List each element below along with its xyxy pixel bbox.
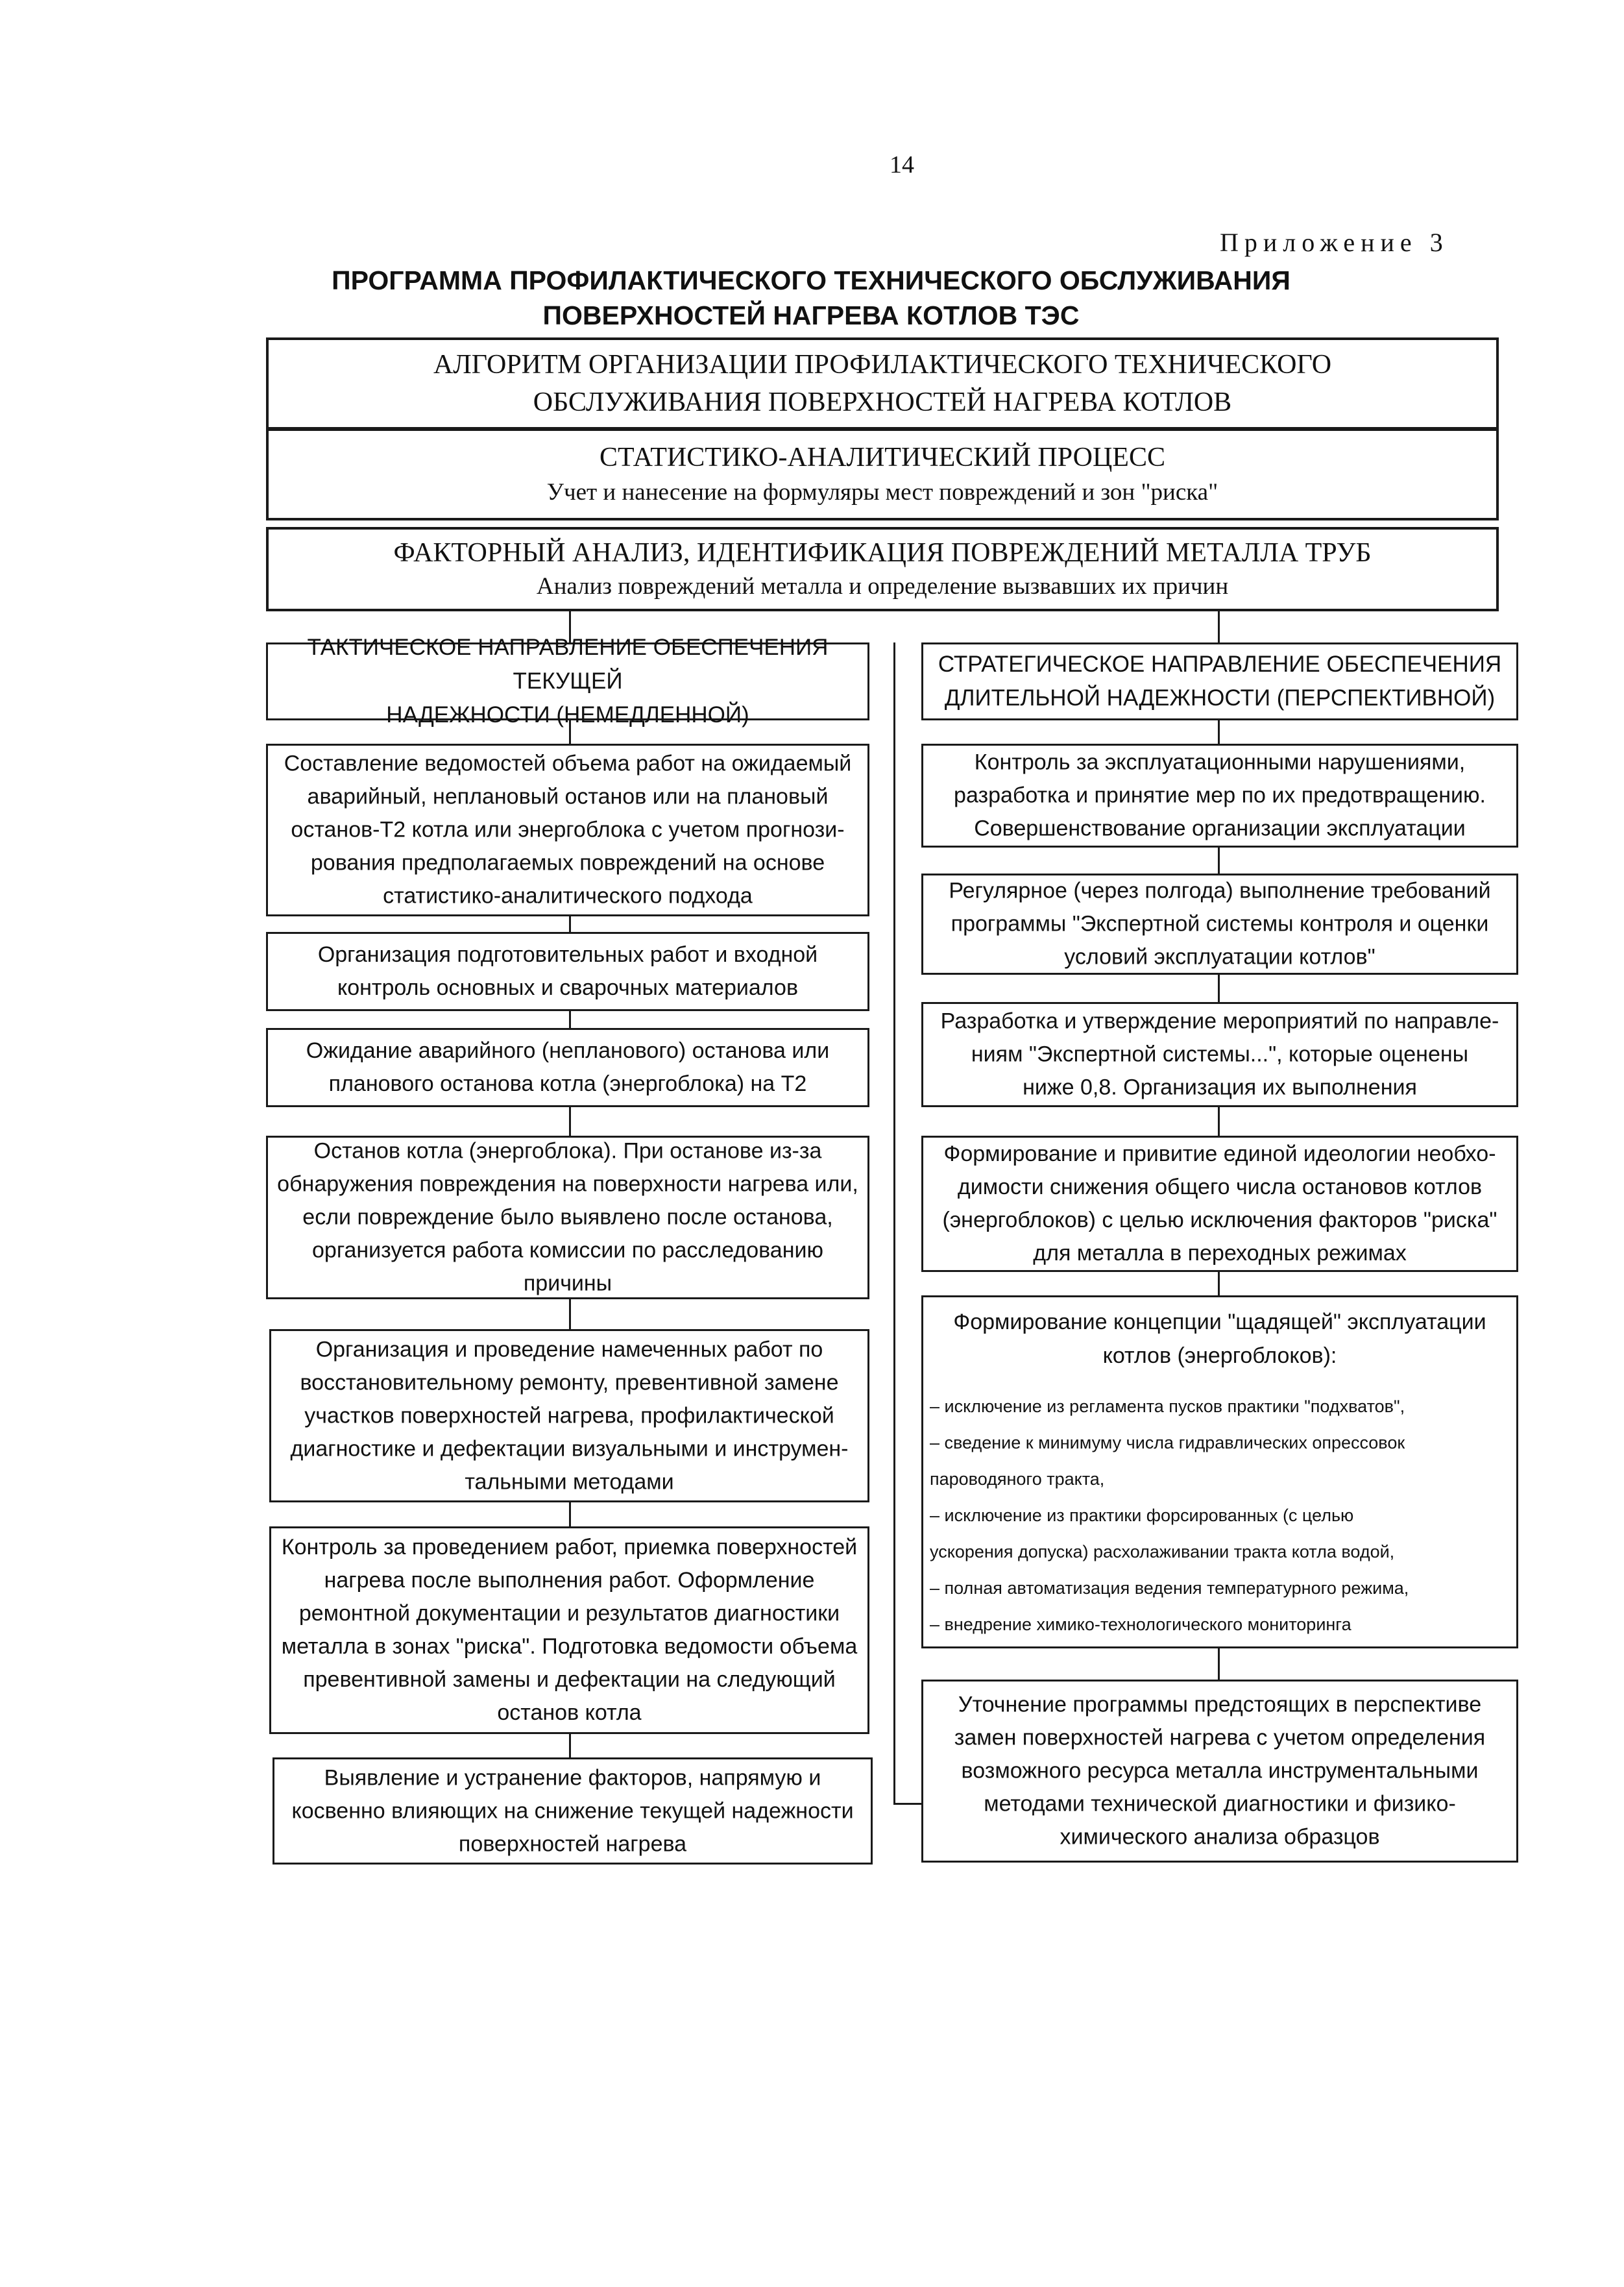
box-text-line: Уточнение программы предстоящих в перспективе: [958, 1692, 1482, 1717]
right-step-box: [921, 1136, 1518, 1272]
box-text-line: причины: [523, 1271, 612, 1296]
document-title: [260, 263, 1363, 333]
box-text-line: Регулярное (через полгода) выполнение требований: [949, 878, 1491, 903]
box-text-line: разработка и принятие мер по их предотвращению.: [954, 783, 1486, 808]
box-text-line: химического анализа образцов: [1060, 1824, 1380, 1850]
box-text-line: планового останова котла (энергоблока) на Т2: [328, 1071, 807, 1096]
box-text-line: димости снижения общего числа остановов котлов: [957, 1175, 1483, 1199]
concept-list-item: – исключение из регламента пусков практики "подхватов",: [930, 1397, 1405, 1416]
concept-title-line: Формирование концепции "щадящей" эксплуатации: [953, 1310, 1486, 1334]
connector-line: [893, 642, 895, 1804]
box-text-line: участков поверхностей нагрева, профилактической: [304, 1403, 834, 1428]
concept-list-item: – сведение к минимуму числа гидравлических опрессовок: [930, 1433, 1405, 1452]
factor-heading: ФАКТОРНЫЙ АНАЛИЗ, ИДЕНТИФИКАЦИЯ ПОВРЕЖДЕНИЙ МЕТАЛЛА ТРУБ: [393, 538, 1372, 568]
connector-line: [1218, 975, 1220, 1002]
appendix-label: Приложение 3: [1220, 228, 1449, 257]
box-text-line: обнаружения повреждения на поверхности нагрева или,: [277, 1171, 858, 1197]
concept-list-item: ускорения допуска) расхолаживании тракта котла водой,: [930, 1542, 1395, 1561]
box-text-line: нагрева после выполнения работ. Оформление: [324, 1568, 815, 1593]
box-text-line: ремонтной документации и результатов диагностики: [298, 1601, 840, 1626]
box-text-line: аварийный, неплановый останов или на плановый: [307, 784, 829, 809]
connector-line: [1218, 720, 1220, 744]
tactical-direction-header: [266, 635, 869, 728]
box-text-line: косвенно влияющих на снижение текущей надежности: [291, 1798, 854, 1823]
box-text-line: Совершенствование организации эксплуатации: [974, 816, 1466, 841]
connector-line: [569, 1011, 571, 1028]
box-text-line: (энергоблоков) с целью исключения факторов "риска": [942, 1208, 1497, 1232]
algorithm-line: ОБСЛУЖИВАНИЯ ПОВЕРХНОСТЕЙ НАГРЕВА КОТЛОВ: [533, 387, 1232, 417]
box-text-line: Составление ведомостей объема работ на ожидаемый: [284, 751, 852, 776]
box-text-line: методами технической диагностики и физико-: [984, 1791, 1456, 1816]
box-text-line: Контроль за проведением работ, приемка поверхностей: [281, 1535, 858, 1559]
left-step-box: [266, 932, 869, 1011]
factor-subtitle: Анализ повреждений металла и определение вызвавших их причин: [536, 573, 1229, 600]
box-text-line: Останов котла (энергоблока). При останове из-за: [313, 1138, 822, 1164]
connector-line: [893, 1803, 921, 1805]
strategic-header-line: ДЛИТЕЛЬНОЙ НАДЕЖНОСТИ (ПЕРСПЕКТИВНОЙ): [944, 685, 1496, 711]
left-step-box: [269, 1329, 869, 1502]
box-text-line: для металла в переходных режимах: [1033, 1241, 1407, 1266]
connector-line: [1218, 1107, 1220, 1136]
right-step-box: [921, 1002, 1518, 1107]
left-step-box: [266, 744, 869, 916]
box-text-line: Выявление и устранение факторов, напрямую и: [324, 1765, 821, 1790]
algorithm-line: АЛГОРИТМ ОРГАНИЗАЦИИ ПРОФИЛАКТИЧЕСКОГО ТЕХНИЧЕСКОГО: [433, 350, 1332, 380]
box-text-line: металла в зонах "риска". Подготовка ведомости объема: [281, 1634, 858, 1659]
box-text-line: Контроль за эксплуатационными нарушениями,: [974, 750, 1466, 775]
box-text-line: Ожидание аварийного (непланового) останова или: [306, 1038, 830, 1063]
box-text-line: поверхностей нагрева: [458, 1831, 687, 1856]
left-step-box: [269, 1526, 869, 1734]
box-text-line: Разработка и утверждение мероприятий по направле-: [940, 1009, 1499, 1034]
concept-list-item: пароводяного тракта,: [930, 1469, 1105, 1489]
concept-list-item: – исключение из практики форсированных (с целью: [930, 1506, 1354, 1525]
page-number: 14: [890, 151, 914, 178]
connector-line: [1218, 1272, 1220, 1295]
box-text-line: условий эксплуатации котлов": [1064, 944, 1376, 970]
box-text-line: статистико-аналитического подхода: [383, 883, 753, 909]
box-text-line: замен поверхностей нагрева с учетом определения: [954, 1725, 1486, 1750]
strategic-direction-header: [921, 642, 1518, 720]
connector-line: [1218, 1648, 1220, 1680]
box-text-line: возможного ресурса металла инструментальными: [961, 1758, 1479, 1783]
box-text-line: останов-Т2 котла или энергоблока с учетом прогнози-: [291, 817, 845, 842]
statistical-heading: СТАТИСТИКО-АНАЛИТИЧЕСКИЙ ПРОЦЕСС: [600, 443, 1165, 472]
box-text-line: организуется работа комиссии по расследованию: [312, 1238, 823, 1263]
connector-line: [569, 1734, 571, 1757]
left-step-box: [266, 1028, 869, 1107]
box-text-line: если повреждение было выявлено после останова,: [302, 1205, 833, 1230]
box-text-line: ниям "Экспертной системы...", которые оценены: [971, 1042, 1469, 1067]
title-line-2: ПОВЕРХНОСТЕЙ НАГРЕВА КОТЛОВ ТЭС: [542, 300, 1080, 330]
connector-line: [569, 916, 571, 932]
box-text-line: программы "Экспертной системы контроля и оценки: [951, 911, 1489, 936]
box-text-line: контроль основных и сварочных материалов: [337, 975, 798, 1000]
gentle-operation-concept-box: [921, 1295, 1518, 1648]
right-step-box: [921, 744, 1518, 848]
concept-title-line: котлов (энергоблоков):: [1102, 1343, 1337, 1368]
box-text-line: ниже 0,8. Организация их выполнения: [1023, 1075, 1417, 1100]
concept-list-item: – внедрение химико-технологического мониторинга: [930, 1615, 1351, 1634]
left-step-box: [273, 1757, 873, 1865]
right-step-box: [921, 874, 1518, 975]
right-final-box: [921, 1680, 1518, 1863]
box-text-line: рования предполагаемых повреждений на основе: [310, 850, 825, 875]
connector-line: [1218, 848, 1220, 874]
statistical-subtitle: Учет и нанесение на формуляры мест повреждений и зон "риска": [546, 479, 1218, 506]
box-text-line: Формирование и привитие единой идеологии необхо-: [943, 1142, 1496, 1166]
box-text-line: Организация подготовительных работ и входной: [317, 942, 818, 967]
box-text-line: тальными методами: [465, 1469, 674, 1494]
factor-analysis-block: [266, 527, 1499, 611]
connector-line: [569, 1299, 571, 1329]
title-line-1: ПРОГРАММА ПРОФИЛАКТИЧЕСКОГО ТЕХНИЧЕСКОГО ОБСЛУЖИВАНИЯ: [332, 265, 1291, 295]
connector-line: [569, 1502, 571, 1526]
algorithm-block: [266, 337, 1499, 430]
concept-list-item: – полная автоматизация ведения температурного режима,: [930, 1578, 1409, 1598]
strategic-header-line: СТРАТЕГИЧЕСКОЕ НАПРАВЛЕНИЕ ОБЕСПЕЧЕНИЯ: [938, 652, 1502, 677]
left-step-box: [266, 1136, 869, 1299]
tactical-header-line: НАДЕЖНОСТИ (НЕМЕДЛЕННОЙ): [386, 702, 749, 728]
box-text-line: останов котла: [497, 1700, 642, 1725]
statistical-block: [266, 428, 1499, 520]
box-text-line: Организация и проведение намеченных работ по: [315, 1337, 823, 1362]
tactical-header-line: ТАКТИЧЕСКОЕ НАПРАВЛЕНИЕ ОБЕСПЕЧЕНИЯ ТЕКУЩЕЙ: [307, 635, 829, 694]
connector-line: [569, 1107, 571, 1136]
box-text-line: превентивной замены и дефектации на следующий: [303, 1667, 836, 1692]
box-text-line: восстановительному ремонту, превентивной замене: [300, 1370, 839, 1395]
box-text-line: диагностике и дефектации визуальными и инструмен-: [290, 1436, 849, 1461]
